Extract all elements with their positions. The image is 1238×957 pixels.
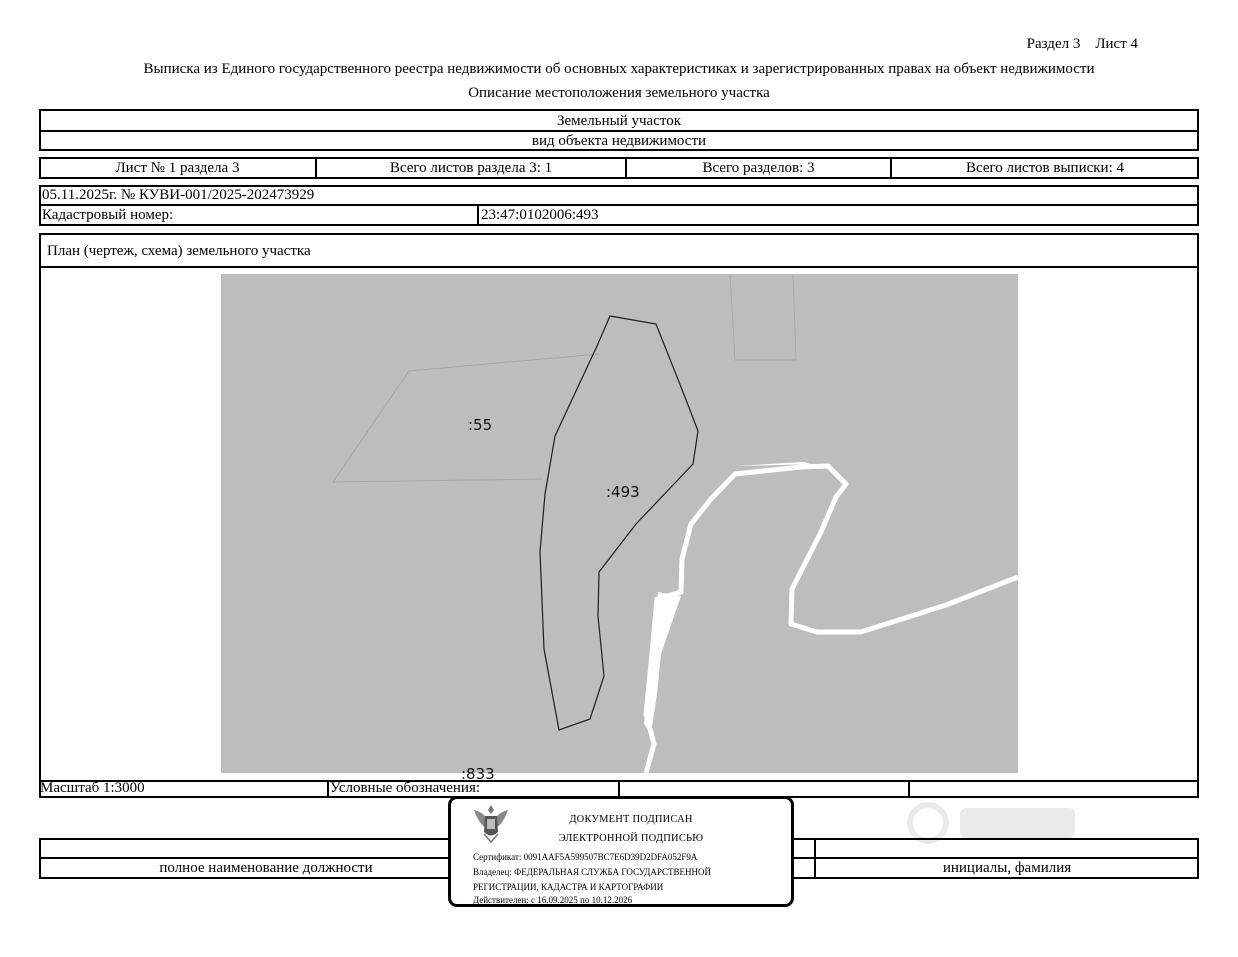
date-number: 05.11.2025г. № КУВИ-001/2025-202473929 <box>42 187 315 203</box>
emblem-icon <box>471 802 511 844</box>
signature-line2: ЭЛЕКТРОННОЙ ПОДПИСЬЮ <box>558 833 704 844</box>
signature-line1: ДОКУМЕНТ ПОДПИСАН <box>569 814 693 825</box>
cadastral-label: Кадастровый номер: <box>42 207 174 223</box>
signature-owner-1: Владелец: ФЕДЕРАЛЬНАЯ СЛУЖБА ГОСУДАРСТВЕННОЙ <box>473 867 712 877</box>
total-sections: Всего разделов: 3 <box>702 160 815 176</box>
divider <box>327 780 329 798</box>
divider <box>39 266 1199 268</box>
signature-owner-2: РЕГИСТРАЦИИ, КАДАСТРА И КАРТОГРАФИИ <box>473 882 664 892</box>
total-sheets-section: Всего листов раздела 3: 1 <box>389 160 553 176</box>
object-type-caption: вид объекта недвижимости <box>531 133 707 149</box>
electronic-signature-stamp <box>448 796 794 907</box>
cadastral-value: 23:47:0102006:493 <box>481 207 599 223</box>
total-sheets-extract: Всего листов выписки: 4 <box>966 160 1124 176</box>
divider <box>477 204 479 226</box>
plan-background <box>221 274 1018 773</box>
legend-label: Условные обозначения: <box>330 780 481 796</box>
document-title: Выписка из Единого государственного реестра недвижимости об основных характеристиках и зарегистрированных правах на объект недвижимости <box>143 61 1095 77</box>
label-parcel-833: :833 <box>461 765 495 783</box>
plan-drawing <box>221 274 1018 783</box>
section-sheet: Раздел 3 Лист 4 <box>1026 36 1138 52</box>
document-subtitle: Описание местоположения земельного участка <box>468 85 770 101</box>
divider <box>908 780 910 798</box>
label-parcel-493: :493 <box>606 483 640 501</box>
divider <box>39 130 1199 132</box>
watermark <box>905 800 1085 846</box>
plan-title: План (чертеж, схема) земельного участка <box>47 243 311 259</box>
position-caption: полное наименование должности <box>159 860 373 876</box>
name-caption: инициалы, фамилия <box>942 860 1072 876</box>
label-parcel-55: :55 <box>468 416 493 434</box>
signature-certificate: Сертификат: 0091AAF5A599507BC7E6D39D2DFA052F9A <box>473 852 698 862</box>
signature-validity: Действителен: с 16.09.2025 по 10.12.2026 <box>473 895 633 905</box>
sheet-of-section: Лист № 1 раздела 3 <box>115 160 240 176</box>
scale: Масштаб 1:3000 <box>40 780 145 796</box>
divider <box>39 204 1199 206</box>
object-type-value: Земельный участок <box>556 113 682 129</box>
